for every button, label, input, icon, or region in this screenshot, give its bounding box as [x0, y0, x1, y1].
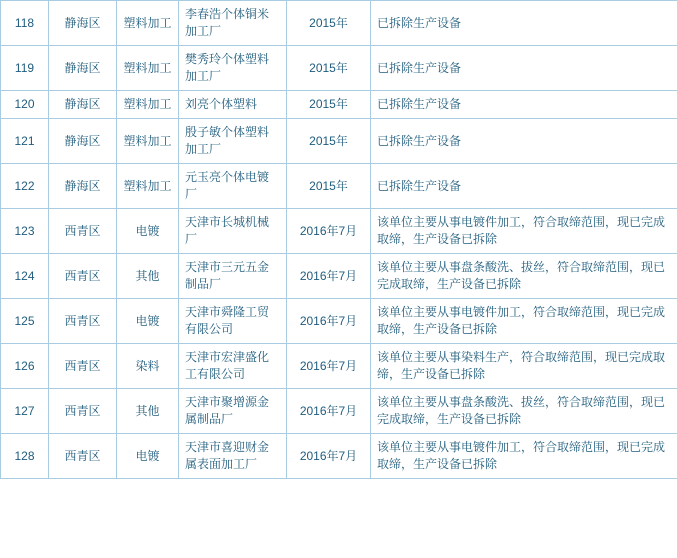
table-row	[1, 119, 677, 164]
category-cell: 电镀	[117, 434, 179, 479]
row-index-cell: 121	[1, 119, 49, 164]
table-row	[1, 91, 677, 119]
row-index-cell: 127	[1, 389, 49, 434]
table-row	[1, 299, 677, 344]
category-cell: 电镀	[117, 299, 179, 344]
category-cell: 塑料加工	[117, 1, 179, 46]
table-row	[1, 46, 677, 91]
date-cell: 2015年	[287, 1, 371, 46]
row-index-cell: 125	[1, 299, 49, 344]
date-cell: 2016年7月	[287, 434, 371, 479]
row-index-cell: 120	[1, 91, 49, 119]
date-cell: 2016年7月	[287, 389, 371, 434]
row-index-cell: 122	[1, 164, 49, 209]
status-cell: 已拆除生产设备	[371, 119, 677, 164]
date-cell: 2016年7月	[287, 299, 371, 344]
district-cell: 静海区	[49, 1, 117, 46]
status-cell: 该单位主要从事染料生产，符合取缔范围，现已完成取缔，生产设备已拆除	[371, 344, 677, 389]
table-row	[1, 254, 677, 299]
category-cell: 电镀	[117, 209, 179, 254]
company-name-cell: 天津市舜隆工贸有限公司	[179, 299, 287, 344]
date-cell: 2016年7月	[287, 344, 371, 389]
date-cell: 2016年7月	[287, 254, 371, 299]
date-cell: 2015年	[287, 46, 371, 91]
district-cell: 静海区	[49, 119, 117, 164]
table-row	[1, 209, 677, 254]
date-cell: 2015年	[287, 119, 371, 164]
category-cell: 塑料加工	[117, 119, 179, 164]
company-name-cell: 元玉亮个体电镀厂	[179, 164, 287, 209]
table-body	[1, 1, 677, 479]
date-cell: 2015年	[287, 164, 371, 209]
row-index-cell: 126	[1, 344, 49, 389]
status-cell: 该单位主要从事盘条酸洗、拔丝，符合取缔范围，现已完成取缔，生产设备已拆除	[371, 254, 677, 299]
category-cell: 其他	[117, 254, 179, 299]
date-cell: 2016年7月	[287, 209, 371, 254]
district-cell: 西青区	[49, 299, 117, 344]
table-row	[1, 164, 677, 209]
status-cell: 已拆除生产设备	[371, 46, 677, 91]
status-cell: 该单位主要从事盘条酸洗、拔丝，符合取缔范围，现已完成取缔，生产设备已拆除	[371, 389, 677, 434]
company-name-cell: 天津市喜迎财金属表面加工厂	[179, 434, 287, 479]
company-name-cell: 殷子敏个体塑料加工厂	[179, 119, 287, 164]
company-name-cell: 樊秀玲个体塑料加工厂	[179, 46, 287, 91]
category-cell: 塑料加工	[117, 46, 179, 91]
status-cell: 该单位主要从事电镀件加工，符合取缔范围，现已完成取缔，生产设备已拆除	[371, 434, 677, 479]
table-row	[1, 344, 677, 389]
district-cell: 西青区	[49, 434, 117, 479]
district-cell: 西青区	[49, 389, 117, 434]
category-cell: 染料	[117, 344, 179, 389]
row-index-cell: 128	[1, 434, 49, 479]
company-name-cell: 李春浩个体铜米加工厂	[179, 1, 287, 46]
row-index-cell: 119	[1, 46, 49, 91]
status-cell: 该单位主要从事电镀件加工，符合取缔范围，现已完成取缔，生产设备已拆除	[371, 299, 677, 344]
row-index-cell: 124	[1, 254, 49, 299]
company-name-cell: 天津市三元五金制品厂	[179, 254, 287, 299]
table-row	[1, 434, 677, 479]
district-cell: 西青区	[49, 209, 117, 254]
table-row	[1, 389, 677, 434]
company-name-cell: 天津市长城机械厂	[179, 209, 287, 254]
status-cell: 已拆除生产设备	[371, 164, 677, 209]
status-cell: 已拆除生产设备	[371, 91, 677, 119]
district-cell: 静海区	[49, 91, 117, 119]
row-index-cell: 118	[1, 1, 49, 46]
district-cell: 西青区	[49, 254, 117, 299]
table-row	[1, 1, 677, 46]
status-cell: 该单位主要从事电镀件加工，符合取缔范围，现已完成取缔，生产设备已拆除	[371, 209, 677, 254]
company-name-cell: 天津市聚增源金属制品厂	[179, 389, 287, 434]
district-cell: 静海区	[49, 164, 117, 209]
category-cell: 其他	[117, 389, 179, 434]
row-index-cell: 123	[1, 209, 49, 254]
date-cell: 2015年	[287, 91, 371, 119]
company-name-cell: 天津市宏津盛化工有限公司	[179, 344, 287, 389]
company-name-cell: 刘亮个体塑料	[179, 91, 287, 119]
category-cell: 塑料加工	[117, 164, 179, 209]
category-cell: 塑料加工	[117, 91, 179, 119]
district-cell: 西青区	[49, 344, 117, 389]
district-cell: 静海区	[49, 46, 117, 91]
status-cell: 已拆除生产设备	[371, 1, 677, 46]
